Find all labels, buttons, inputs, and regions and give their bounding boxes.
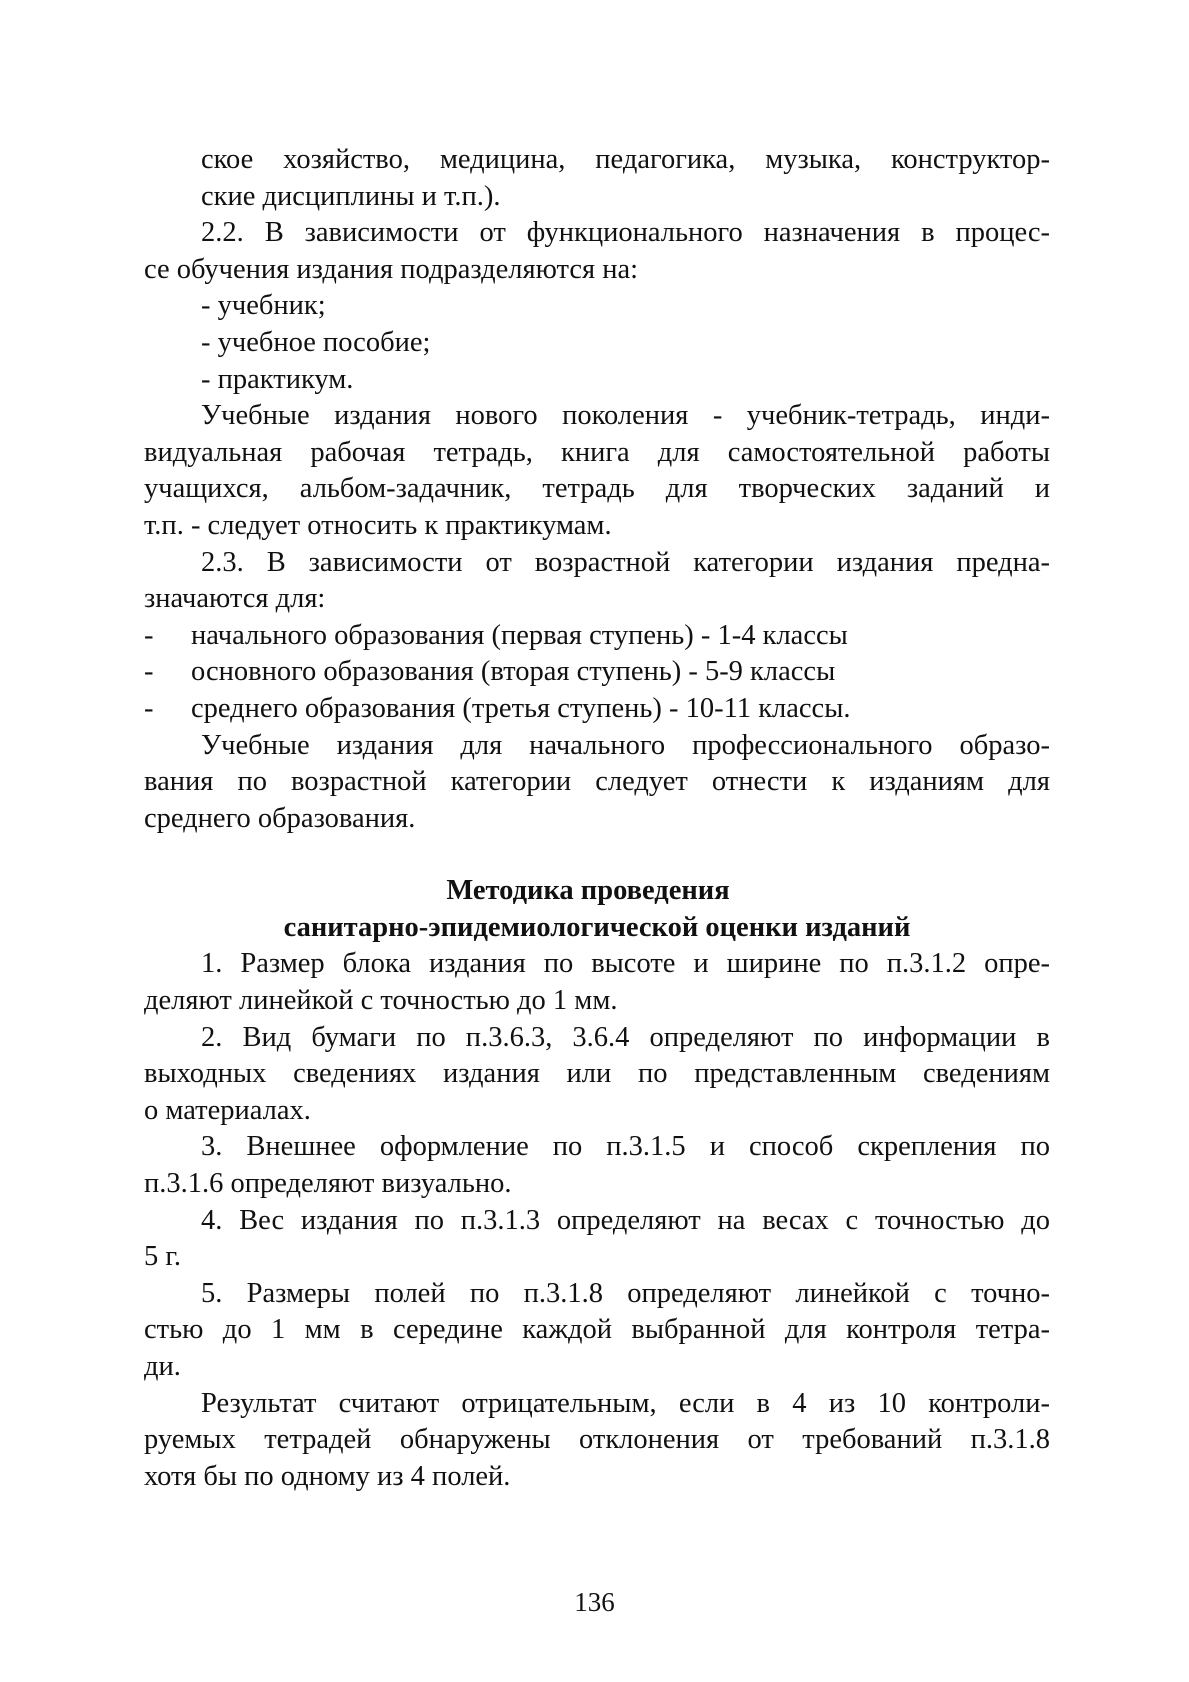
list-item	[144, 691, 1050, 728]
list-item-text: начального образования (первая ступень) - 1-4 классы	[191, 619, 848, 651]
dash-marker: -	[144, 619, 154, 651]
paragraph-2-2-line1: 2.2. В зависимости от функционального назначения в процес-	[201, 217, 1050, 249]
section-heading-line1: Методика проведения	[446, 875, 730, 907]
paragraph-result-line2: руемых тетрадей обнаружены отклонения от требований п.3.1.8	[144, 1424, 1050, 1456]
method-4-line2: 5 г.	[144, 1241, 181, 1273]
paragraph-prof-line1: Учебные издания для начального профессионального образо-	[201, 729, 1050, 761]
dash-marker: -	[144, 656, 154, 688]
paragraph-new-gen-line4: т.п. - следует относить к практикумам.	[144, 509, 612, 541]
paragraph-new-gen-line2: видуальная рабочая тетрадь, книга для самостоятельной работы	[144, 436, 1050, 468]
page-body	[144, 142, 1050, 1495]
list-item: - учебное пособие;	[201, 326, 431, 358]
method-1-line2: деляют линейкой с точностью до 1 мм.	[144, 985, 618, 1017]
paragraph-result-line3: хотя бы по одному из 4 полей.	[144, 1460, 511, 1492]
paragraph-result-line1: Результат считают отрицательным, если в 4 из 10 контроли-	[201, 1387, 1050, 1419]
list-item	[144, 618, 1050, 655]
method-2-line2: выходных сведениях издания или по представленным сведениям	[144, 1058, 1050, 1090]
method-1-line1: 1. Размер блока издания по высоте и ширине по п.3.1.2 опре-	[201, 948, 1050, 980]
paragraph-prof-line2: вания по возрастной категории следует отнести к изданиям для	[144, 766, 1050, 798]
paragraph-prof-line3: среднего образования.	[144, 802, 416, 834]
list-item: - практикум.	[201, 363, 354, 395]
list-item	[144, 654, 1050, 691]
method-3-line1: 3. Внешнее оформление по п.3.1.5 и способ скрепления по	[201, 1131, 1050, 1163]
paragraph-2-3-line1: 2.3. В зависимости от возрастной категории издания предна-	[201, 546, 1050, 578]
list-item-text: основного образования (вторая ступень) - 5-9 классы	[191, 656, 836, 688]
dash-marker: -	[144, 692, 154, 724]
paragraph-new-gen-line1: Учебные издания нового поколения - учебник-тетрадь, инди-	[201, 400, 1050, 432]
page-number: 136	[574, 1587, 615, 1617]
paragraph-intro-line1: ское хозяйство, медицина, педагогика, музыка, конструктор-	[201, 144, 1050, 175]
list-item: - учебник;	[201, 290, 326, 322]
section-heading-line2: санитарно-эпидемиологической оценки изданий	[283, 911, 911, 943]
method-5-line2: стью до 1 мм в середине каждой выбранной для контроля тетра-	[144, 1314, 1050, 1346]
section-gap	[144, 837, 1050, 873]
paragraph-2-2-line2: се обучения издания подразделяются на:	[144, 253, 639, 285]
method-4-line1: 4. Вес издания по п.3.1.3 определяют на весах с точностью до	[201, 1204, 1050, 1236]
paragraph-2-3-line2: значаются для:	[144, 583, 326, 615]
method-2-line1: 2. Вид бумаги по п.3.6.3, 3.6.4 определяют по информации в	[201, 1021, 1050, 1053]
method-5-line3: ди.	[144, 1351, 181, 1382]
paragraph-intro-line2: ские дисциплины и т.п.).	[201, 180, 501, 212]
method-2-line3: о материалах.	[144, 1094, 311, 1126]
paragraph-new-gen-line3: учащихся, альбом-задачник, тетрадь для творческих заданий и	[144, 473, 1050, 505]
method-5-line1: 5. Размеры полей по п.3.1.8 определяют линейкой с точно-	[201, 1277, 1050, 1309]
list-item-text: среднего образования (третья ступень) - 10-11 классы.	[191, 692, 851, 724]
method-3-line2: п.3.1.6 определяют визуально.	[144, 1168, 512, 1200]
